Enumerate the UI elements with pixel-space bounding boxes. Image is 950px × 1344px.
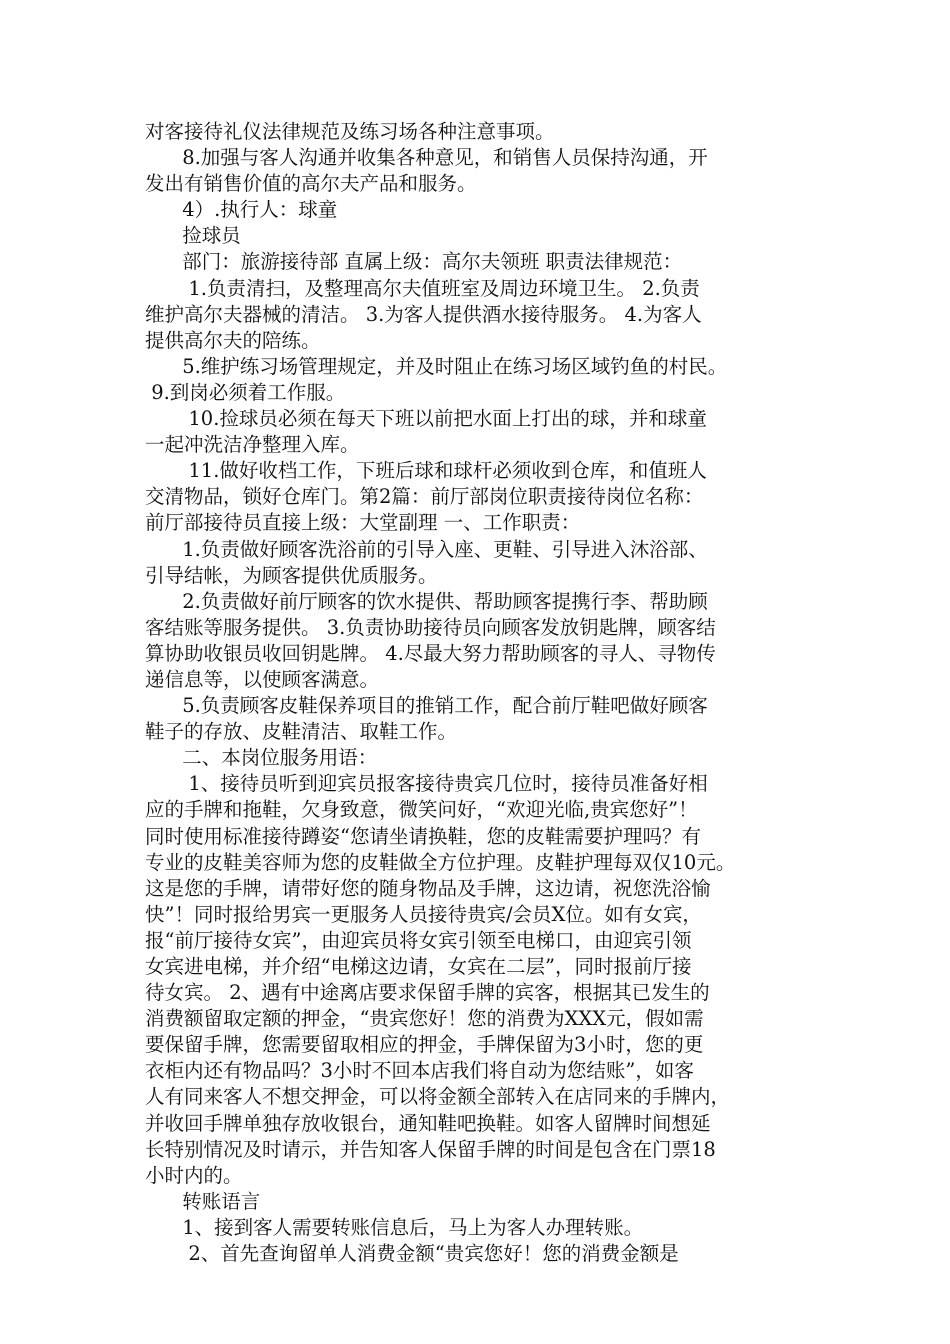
text-line: 2、首先查询留单人消费金额“贵宾您好！您的消费金额是 [145,1242,679,1266]
text-line: 报“前厅接待女宾”，由迎宾员将女宾引领至电梯口，由迎宾引领 [145,928,692,952]
text-line: 人有同来客人不想交押金，可以将金额全部转入在店同来的手牌内， [145,1085,731,1109]
text-line: 1、接待员听到迎宾员报客接待贵宾几位时，接待员准备好相 [145,772,708,796]
text-line: 专业的皮鞋美容师为您的皮鞋做全方位护理。皮鞋护理每双仅10元。 [145,850,736,874]
text-line: 8.加强与客人沟通并收集各种意见，和销售人员保持沟通，开 [145,146,708,170]
text-line: 对客接待礼仪法律规范及练习场各种注意事项。 [145,120,555,143]
text-line: 维护高尔夫器械的清洁。 3.为客人提供酒水接待服务。 4.为客人 [145,302,702,326]
text-line: 引导结帐，为顾客提供优质服务。 [145,563,438,587]
text-line: 衣柜内还有物品吗？3小时不回本店我们将自动为您结账”，如客 [145,1059,694,1083]
text-line: 同时使用标准接待蹲姿“您请坐请换鞋，您的皮鞋需要护理吗？有 [145,824,701,848]
text-line: 快”！同时报给男宾一更服务人员接待贵宾/会员X位。如有女宾， [145,902,702,926]
text-line: 这是您的手牌，请带好您的随身物品及手牌，这边请，祝您洗浴愉 [145,876,711,900]
text-line: 4）.执行人：球童 [145,198,338,222]
text-line: 应的手牌和拖鞋，欠身致意，微笑问好，“欢迎光临,贵宾您好”！ [145,798,698,822]
text-line: 11.做好收档工作，下班后球和球杆必须收到仓库，和值班人 [145,459,707,483]
text-line: 待女宾。 2、遇有中途离店要求保留手牌的宾客，根据其已发生的 [145,981,710,1005]
text-line: 5.维护练习场管理规定，并及时阻止在练习场区域钓鱼的村民。 [145,354,728,378]
text-line: 一起冲洗洁净整理入库。 [145,433,360,457]
text-line: 部门：旅游接待部 直属上级：高尔夫领班 职责法律规范： [145,250,683,274]
text-line: 消费额留取定额的押金，“贵宾您好！您的消费为XXX元，假如需 [145,1007,704,1031]
text-line: 交清物品，锁好仓库门。第2篇：前厅部岗位职责接待岗位名称： [145,485,704,509]
text-line: 要保留手牌，您需要留取相应的押金，手牌保留为3小时，您的更 [145,1033,704,1057]
text-line: 捡球员 [145,224,241,248]
section-heading: 二、本岗位服务用语： [145,746,378,770]
text-line: 小时内的。 [145,1163,243,1187]
section-heading: 转账语言 [145,1189,261,1213]
text-line: 5.负责顾客皮鞋保养项目的推销工作，配合前厅鞋吧做好顾客 [145,694,708,718]
text-line: 并收回手牌单独存放收银台，通知鞋吧换鞋。如客人留牌时间想延 [145,1111,711,1135]
text-line: 前厅部接待员直接上级：大堂副理 一、工作职责： [145,511,581,535]
text-line: 1、接到客人需要转账信息后，马上为客人办理转账。 [145,1215,644,1239]
document-body [145,119,815,1267]
text-line: 1.负责清扫，及整理高尔夫值班室及周边环境卫生。 2.负责 [145,276,700,300]
text-line: 10.捡球员必须在每天下班以前把水面上打出的球，并和球童 [145,407,707,431]
text-line: 算协助收银员收回钥匙牌。 4.尽最大努力帮助顾客的寻人、寻物传 [145,641,716,665]
text-line: 1.负责做好顾客洗浴前的引导入座、更鞋、引导进入沐浴部、 [145,537,708,561]
text-line: 客结账等服务提供。 3.负责协助接待员向顾客发放钥匙牌，顾客结 [145,615,716,639]
text-line: 长特别情况及时请示，并告知客人保留手牌的时间是包含在门票18 [145,1137,716,1161]
text-line: 2.负责做好前厅顾客的饮水提供、帮助顾客提携行李、帮助顾 [145,589,708,613]
text-line: 发出有销售价值的高尔夫产品和服务。 [145,172,477,196]
text-line: 9.到岗必须着工作服。 [145,380,346,404]
text-line: 提供高尔夫的陪练。 [145,328,321,352]
text-line: 女宾进电梯，并介绍“电梯这边请，女宾在二层”，同时报前厅接 [145,955,692,978]
text-line: 鞋子的存放、皮鞋清洁、取鞋工作。 [145,720,458,744]
text-line: 递信息等，以使顾客满意。 [145,667,380,691]
